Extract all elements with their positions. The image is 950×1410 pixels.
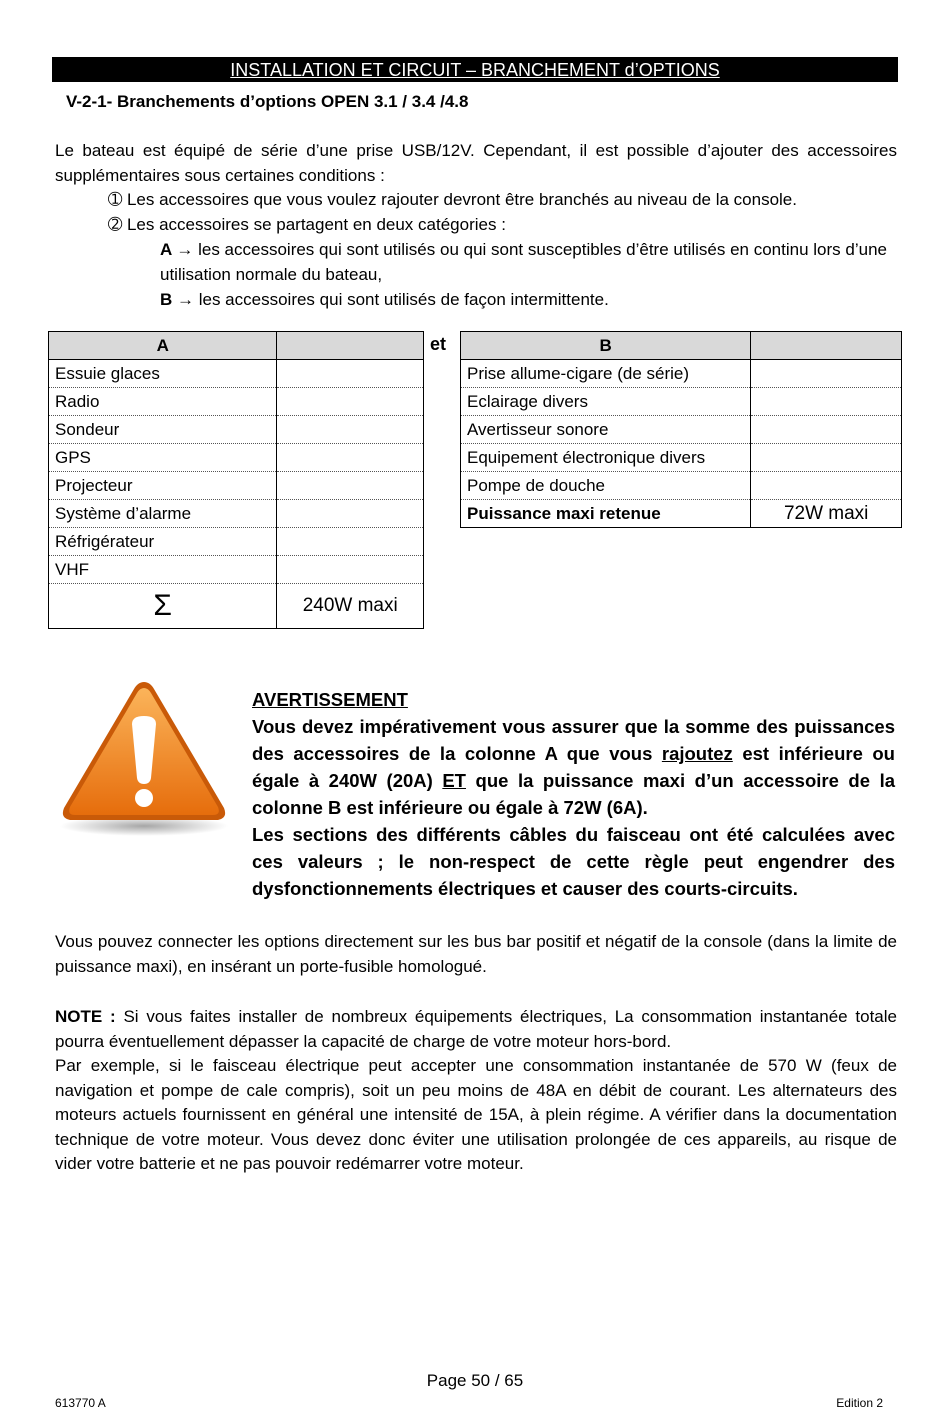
category-b-label: B →	[160, 290, 194, 309]
subsection-title: V-2-1- Branchements d’options OPEN 3.1 / 3.4 /4.8	[66, 92, 469, 111]
table-row	[461, 388, 902, 416]
warning-emphasis-et: ET	[442, 770, 466, 791]
table-b-cell: Eclairage divers	[461, 388, 751, 416]
section-header-bar	[52, 57, 898, 82]
section-header-title: INSTALLATION ET CIRCUIT – BRANCHEMENT d’OPTIONS	[230, 60, 720, 80]
warning-paragraph-1	[252, 713, 895, 821]
body-paragraph-1: Vous pouvez connecter les options directement sur les bus bar positif et négatif de la console (dans la limite de puissance maxi), en insérant un porte-fusible homologué.	[55, 932, 897, 976]
warning-emphasis-rajoutez: rajoutez	[661, 743, 733, 764]
table-row	[49, 528, 424, 556]
table-row	[49, 472, 424, 500]
table-row	[49, 416, 424, 444]
table-row	[461, 360, 902, 388]
warning-title: AVERTISSEMENT	[252, 689, 408, 710]
table-a-cell: GPS	[49, 444, 277, 472]
edition-label: Edition 2	[836, 1396, 883, 1410]
table-row	[461, 444, 902, 472]
table-b-cell: Avertisseur sonore	[461, 416, 751, 444]
table-a-cell: Radio	[49, 388, 277, 416]
table-a-cell: Sondeur	[49, 416, 277, 444]
note-paragraph	[55, 1005, 897, 1054]
tables-connector: et	[430, 334, 447, 354]
total-value: 72W maxi	[751, 500, 902, 528]
table-b-header: B	[461, 332, 751, 360]
intro-paragraph: Le bateau est équipé de série d’une prise USB/12V. Cependant, il est possible d’ajouter des accessoires supplémentaires sous certaines conditions :	[55, 141, 897, 185]
sum-symbol: Σ	[49, 584, 277, 629]
warning-text: Vous devez impérativement vous assurer que la somme des puissances des accessoires de la colonne A que vous	[252, 716, 895, 764]
table-b-cell: Equipement électronique divers	[461, 444, 751, 472]
table-b-cell: Prise allume-cigare (de série)	[461, 360, 751, 388]
note-label: NOTE :	[55, 1007, 116, 1026]
table-a-cell: Réfrigérateur	[49, 528, 277, 556]
condition-1: ➀ Les accessoires que vous voulez rajouter devront être branchés au niveau de la console.	[108, 190, 797, 209]
table-row	[49, 388, 424, 416]
table-a-sum-row	[49, 584, 424, 629]
category-a-text	[160, 238, 897, 287]
warning-block	[252, 686, 895, 902]
table-a-header: A	[49, 332, 277, 360]
table-a-cell: Système d’alarme	[49, 500, 277, 528]
body-paragraph-3: Par exemple, si le faisceau électrique peut accepter une consommation instantanée de 570 W (feux de navigation et pompe de cale compris), soit un peu moins de 48A en débit de courant. Les alternateurs des moteurs actuels fournissent en général une intensité de 15A, à plein régime. A vérifier dans la documentation technique de votre moteur. Vous devez donc éviter une utilisation prolongée de ces appareils, au risque de vider votre batterie et ne pas pouvoir redémarrer votre moteur.	[55, 1056, 897, 1173]
table-a-cell: Essuie glaces	[49, 360, 277, 388]
accessories-table-b	[460, 331, 902, 528]
table-row	[49, 500, 424, 528]
warning-triangle-icon	[56, 676, 232, 838]
category-b-description: les accessoires qui sont utilisés de façon intermittente.	[194, 290, 609, 309]
table-a-cell: VHF	[49, 556, 277, 584]
table-a-header-row	[49, 332, 424, 360]
table-row	[49, 556, 424, 584]
category-a-label: A →	[160, 240, 194, 259]
table-row	[49, 444, 424, 472]
document-reference: 613770 A	[55, 1396, 106, 1410]
table-row	[49, 360, 424, 388]
table-a-cell: Projecteur	[49, 472, 277, 500]
accessories-table-a	[48, 331, 424, 629]
note-text: Si vous faites installer de nombreux équipements électriques, La consommation instantanée totale pourra éventuellement dépasser la capacité de charge de votre moteur hors-bord.	[55, 1007, 897, 1051]
category-b-text	[160, 288, 897, 313]
table-b-total-row	[461, 500, 902, 528]
warning-text: est inférieure ou égale à 240W (20A)	[252, 743, 895, 791]
warning-text: que la puissance maxi d’un accessoire de la colonne B est inférieure ou égale à 72W (6A).	[252, 770, 895, 818]
total-label: Puissance maxi retenue	[461, 500, 751, 528]
sum-value: 240W maxi	[277, 584, 424, 629]
table-row	[461, 472, 902, 500]
page-number: Page 50 / 65	[426, 1371, 524, 1390]
table-row	[461, 416, 902, 444]
table-b-cell: Pompe de douche	[461, 472, 751, 500]
condition-2: ➁ Les accessoires se partagent en deux catégories :	[108, 215, 506, 234]
category-a-description: les accessoires qui sont utilisés ou qui sont susceptibles d’être utilisés en continu lors d’une utilisation normale du bateau,	[160, 240, 887, 284]
table-b-header-row	[461, 332, 902, 360]
warning-paragraph-2: Les sections des différents câbles du faisceau ont été calculées avec ces valeurs ; le non-respect de cette règle peut engendrer des dysfonctionnements électriques et causer des courts-circuits.	[252, 824, 895, 899]
